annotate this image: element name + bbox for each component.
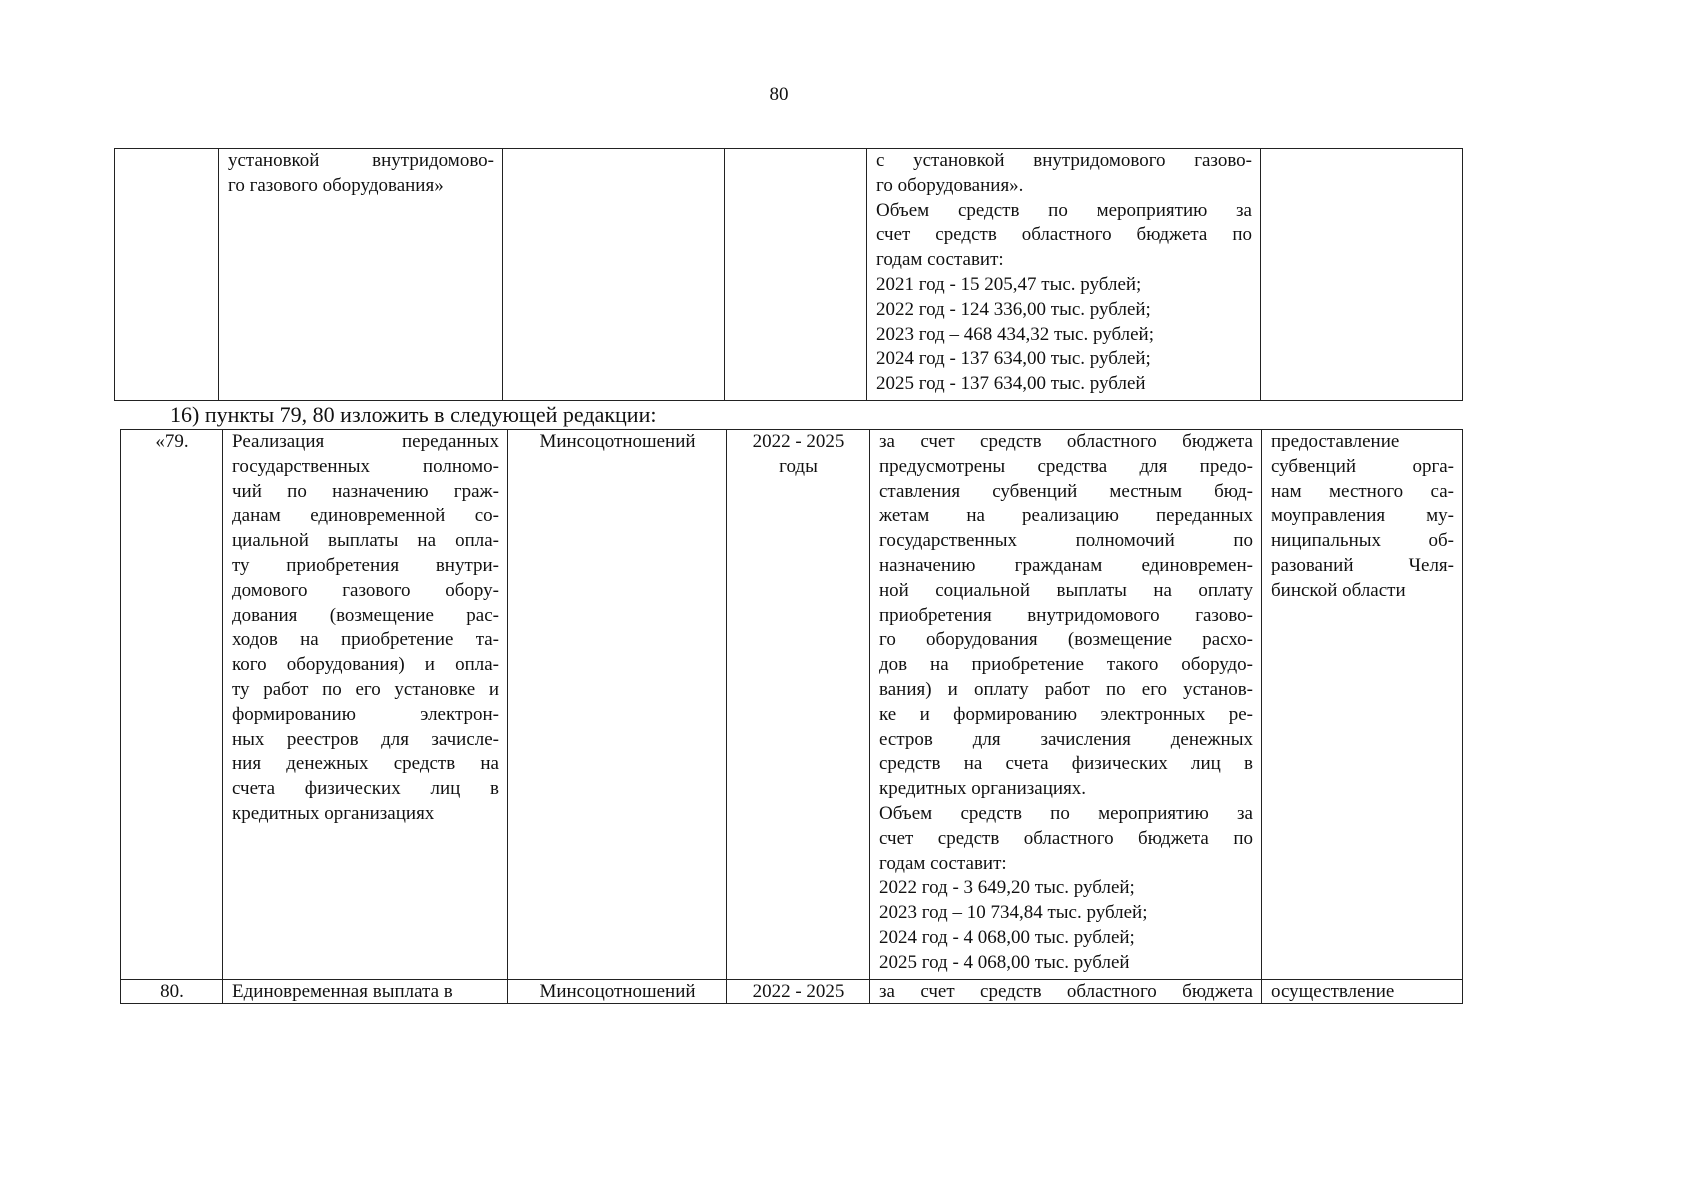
- text-line: предусмотрены средства для предо-: [879, 455, 1253, 477]
- text-line: бинской области: [1271, 579, 1406, 601]
- cell-event-name: [223, 430, 508, 980]
- cell-funding: [870, 430, 1262, 980]
- text-line: 2022 год - 3 649,20 тыс. рублей;: [879, 877, 1135, 899]
- text-line: 2021 год - 15 205,47 тыс. рублей;: [876, 273, 1142, 295]
- text-line: ставления субвенций местным бюд-: [879, 480, 1253, 502]
- text-line: 2024 год - 4 068,00 тыс. рублей;: [879, 926, 1135, 948]
- text-line: 2022 - 2025: [752, 981, 845, 1002]
- cell-result: [1262, 980, 1463, 1004]
- text-line: жетам на реализацию переданных: [879, 505, 1253, 527]
- cell-event-name: [219, 149, 503, 401]
- text-line: назначению гражданам единовремен-: [879, 554, 1253, 576]
- text-line: дования (возмещение рас-: [232, 604, 499, 626]
- cell-period: [727, 980, 870, 1004]
- cell-funding: [867, 149, 1261, 401]
- cell-executor: Минсоцотношений: [508, 430, 727, 980]
- text-line: ке и формированию электронных ре-: [879, 703, 1253, 725]
- text-line: го оборудования (возмещение расхо-: [879, 629, 1253, 651]
- page-number: 80: [769, 84, 789, 105]
- text-line: ходов на приобретение та-: [232, 629, 499, 651]
- cell-period: [727, 430, 870, 980]
- text-line: моуправления му-: [1271, 505, 1454, 527]
- text-line: ту работ по его установке и: [232, 678, 499, 700]
- text-line: кого оборудования) и опла-: [232, 654, 499, 676]
- text-line: годам составит:: [879, 852, 1007, 874]
- text-line: ной социальной выплаты на оплату: [879, 579, 1253, 601]
- cell-period: [725, 149, 867, 401]
- text-line: ных реестров для зачисле-: [232, 728, 499, 750]
- text-line: государственных полномо-: [232, 455, 499, 477]
- text-line: 2023 год – 468 434,32 тыс. рублей;: [876, 323, 1154, 345]
- cell-number: «79.: [121, 430, 223, 980]
- text-line: 80.: [160, 981, 184, 1002]
- table-row: [121, 430, 1463, 980]
- text-line: установкой внутридомово-: [228, 150, 494, 171]
- cell-result: [1262, 430, 1463, 980]
- cell-funding: [870, 980, 1262, 1004]
- text-line: ту приобретения внутри-: [232, 554, 499, 576]
- text-line: годам составит:: [876, 249, 1004, 271]
- continuation-table: [114, 148, 1463, 401]
- cell-result: [1261, 149, 1463, 401]
- text-line: 2022 - 2025: [752, 431, 845, 452]
- text-line: за счет средств областного бюджета: [879, 981, 1253, 1002]
- text-line: государственных полномочий по: [879, 530, 1253, 552]
- text-line: с установкой внутридомового газово-: [876, 150, 1252, 171]
- text-line: естров для зачисления денежных: [879, 728, 1253, 750]
- text-line: чий по назначению граж-: [232, 480, 499, 502]
- cell-executor: [503, 149, 725, 401]
- text-line: средств на счета физических лиц в: [879, 753, 1253, 775]
- text-line: годы: [779, 455, 818, 477]
- text-line: разований Челя-: [1271, 554, 1454, 576]
- text-line: осуществление: [1271, 981, 1395, 1002]
- text-line: 2025 год - 4 068,00 тыс. рублей: [879, 951, 1130, 973]
- text-line: го оборудования».: [876, 174, 1024, 196]
- text-line: Единовременная выплата в: [232, 981, 453, 1002]
- text-line: формированию электрон-: [232, 703, 499, 725]
- text-line: счет средств областного бюджета по: [876, 224, 1252, 246]
- text-line: нам местного са-: [1271, 480, 1454, 502]
- text-line: данам единовременной со-: [232, 505, 499, 527]
- text-line: го газового оборудования»: [228, 174, 444, 196]
- text-line: циальной выплаты на опла-: [232, 530, 499, 552]
- text-line: Реализация переданных: [232, 431, 499, 452]
- text-line: дов на приобретение такого оборудо-: [879, 654, 1253, 676]
- text-line: Минсоцотношений: [539, 981, 696, 1002]
- cell-event-name: [223, 980, 508, 1004]
- text-line: 2022 год - 124 336,00 тыс. рублей;: [876, 298, 1151, 320]
- table-row: [121, 980, 1463, 1004]
- cell-number: [121, 980, 223, 1004]
- measures-table: [120, 429, 1463, 1004]
- text-line: Объем средств по мероприятию за: [879, 802, 1253, 824]
- text-line: ния денежных средств на: [232, 753, 499, 775]
- text-line: приобретения внутридомового газово-: [879, 604, 1253, 626]
- text-line: 2024 год - 137 634,00 тыс. рублей;: [876, 348, 1151, 370]
- text-line: предоставление: [1271, 431, 1400, 452]
- text-line: домового газового обору-: [232, 579, 499, 601]
- text-line: 2023 год – 10 734,84 тыс. рублей;: [879, 902, 1148, 924]
- text-line: субвенций орга-: [1271, 455, 1454, 477]
- text-line: счет средств областного бюджета по: [879, 827, 1253, 849]
- text-line: вания) и оплату работ по его установ-: [879, 678, 1253, 700]
- text-line: за счет средств областного бюджета: [879, 431, 1253, 452]
- text-line: 2025 год - 137 634,00 тыс. рублей: [876, 373, 1146, 395]
- text-line: кредитных организациях: [232, 802, 435, 824]
- text-line: ниципальных об-: [1271, 530, 1454, 552]
- text-line: счета физических лиц в: [232, 778, 499, 800]
- cell-number: [115, 149, 219, 401]
- text-line: кредитных организациях.: [879, 778, 1087, 800]
- text-line: Объем средств по мероприятию за: [876, 199, 1252, 221]
- section-heading: 16) пункты 79, 80 изложить в следующей редакции:: [170, 402, 657, 427]
- cell-executor: [508, 980, 727, 1004]
